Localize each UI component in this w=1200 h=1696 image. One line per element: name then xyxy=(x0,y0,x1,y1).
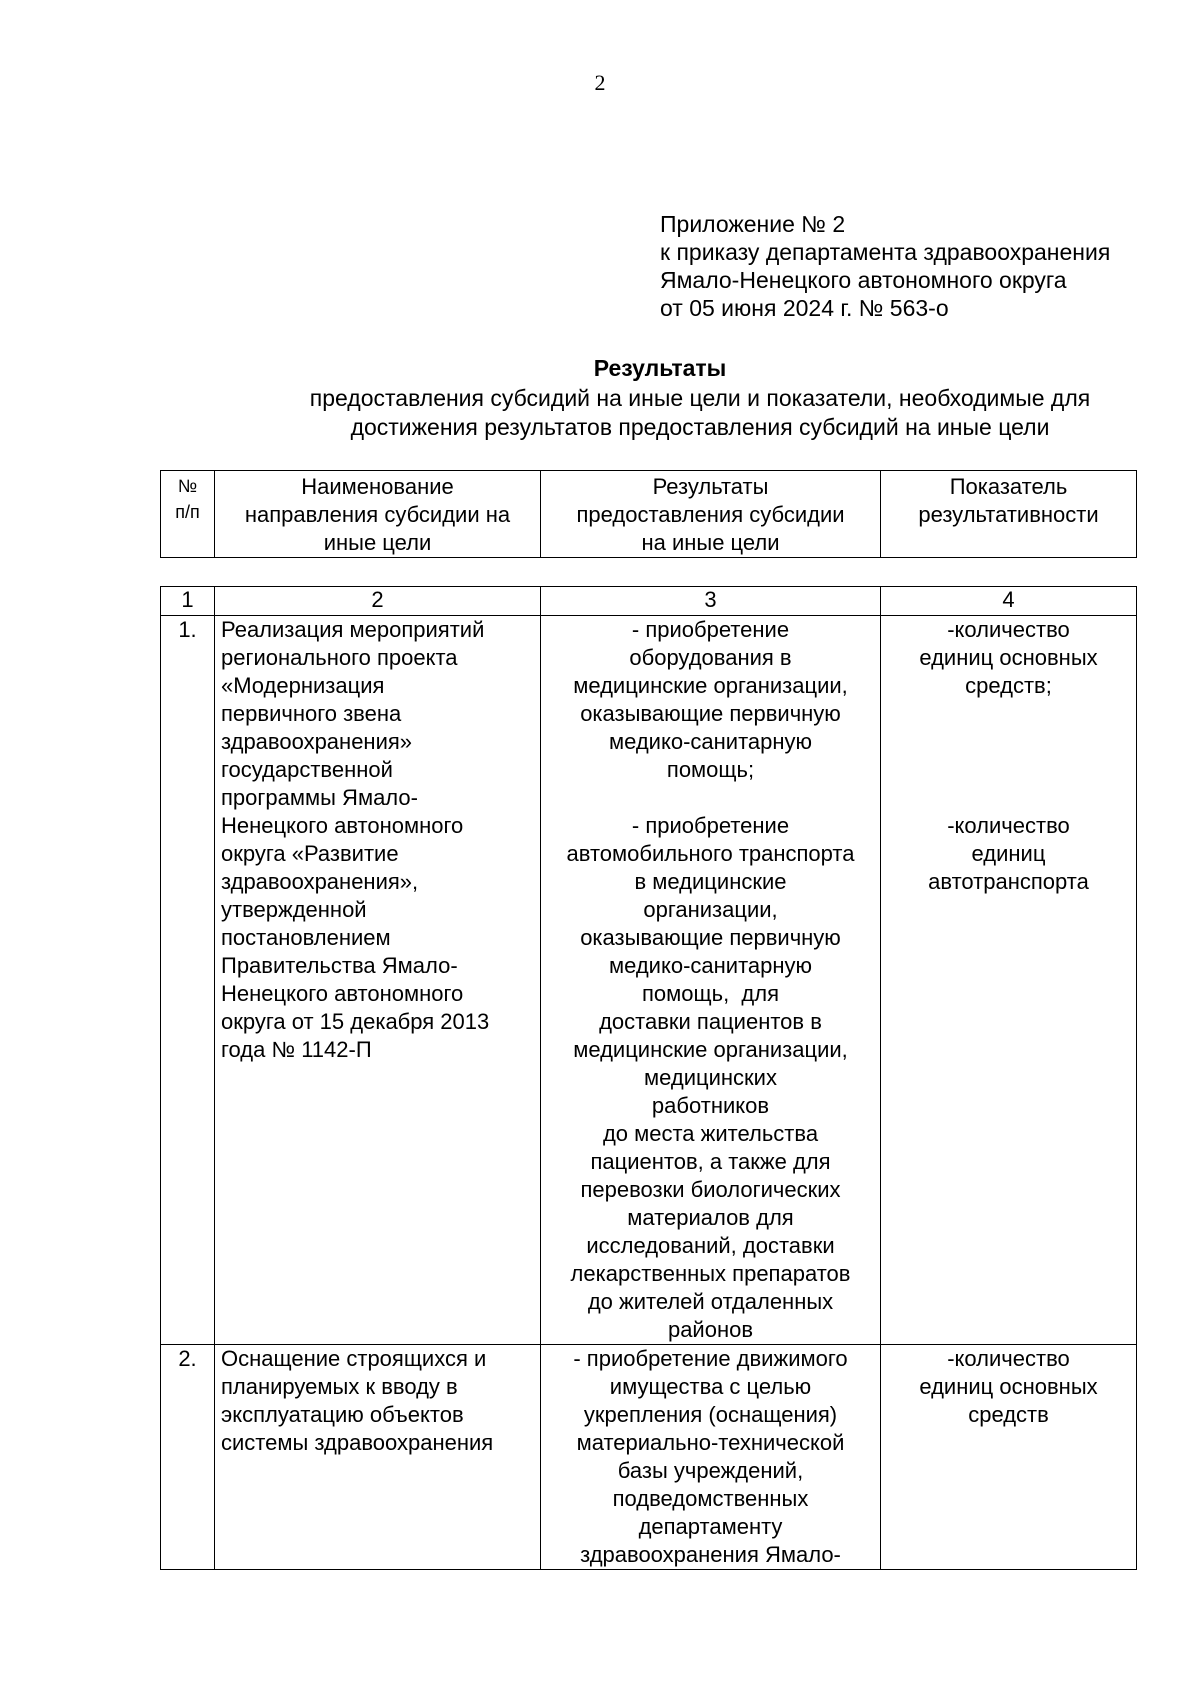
header-text: результативности xyxy=(918,502,1099,527)
cell-line: -количество xyxy=(947,1346,1070,1371)
paragraph-gap xyxy=(887,700,1130,728)
cell-line: регионального проекта xyxy=(221,645,458,670)
cell-line: - приобретение xyxy=(631,813,790,838)
cell-line: оборудования в xyxy=(629,645,792,670)
cell-line: медицинских xyxy=(644,1065,777,1090)
header-text: № xyxy=(177,476,198,496)
cell-line: медицинские организации, xyxy=(573,1037,848,1062)
cell-line: исследований, доставки xyxy=(586,1233,835,1258)
cell-line: округа «Развитие xyxy=(221,841,399,866)
cell-line: округа от 15 декабря 2013 xyxy=(221,1009,490,1034)
cell-line: Ненецкого автономного xyxy=(221,981,464,1006)
appendix-line: от 05 июня 2024 г. № 563-о xyxy=(660,295,949,321)
cell-line: материально-технической xyxy=(576,1430,845,1455)
cell-line: года № 1142-П xyxy=(221,1037,372,1062)
cell-line: государственной xyxy=(221,757,393,782)
row-number: 1. xyxy=(161,616,215,1345)
cell-line: лекарственных препаратов xyxy=(570,1261,851,1286)
page-number: 2 xyxy=(594,70,606,95)
header-cell-indicator xyxy=(881,471,1137,558)
cell-line: департаменту xyxy=(638,1514,783,1539)
header-cell-results xyxy=(541,471,881,558)
results-cell xyxy=(541,616,881,1345)
cell-line: районов xyxy=(667,1317,754,1342)
table-row xyxy=(161,616,1137,1345)
appendix-line: Приложение № 2 xyxy=(660,211,846,237)
document-subtitle xyxy=(240,384,1160,442)
header-cell-num xyxy=(161,471,215,558)
cell-line: единиц основных xyxy=(919,1374,1098,1399)
cell-line: средств xyxy=(968,1402,1049,1427)
cell-line: автотранспорта xyxy=(928,869,1089,894)
paragraph-gap xyxy=(547,784,874,812)
cell-line: единиц основных xyxy=(919,645,1098,670)
column-number: 2 xyxy=(215,587,541,616)
appendix-reference xyxy=(660,210,1180,322)
cell-line: Ненецкого автономного xyxy=(221,813,464,838)
cell-line: до жителей отдаленных xyxy=(587,1289,834,1314)
cell-line: автомобильного транспорта xyxy=(566,841,855,866)
results-cell xyxy=(541,1345,881,1570)
appendix-line: к приказу департамента здравоохранения xyxy=(660,239,1111,265)
header-table xyxy=(160,470,1137,558)
header-text: Наименование xyxy=(301,474,454,499)
cell-line: «Модернизация xyxy=(221,673,385,698)
cell-line: утвержденной xyxy=(221,897,367,922)
column-number-row xyxy=(161,587,1137,616)
cell-line: планируемых к вводу в xyxy=(221,1374,458,1399)
paragraph-gap xyxy=(887,728,1130,756)
cell-line: укрепления (оснащения) xyxy=(583,1402,838,1427)
cell-line: оказывающие первичную xyxy=(580,701,841,726)
results-table xyxy=(160,586,1137,1570)
paragraph-gap xyxy=(887,784,1130,812)
cell-line: постановлением xyxy=(221,925,391,950)
cell-line: помощь, для xyxy=(642,981,779,1006)
cell-line: медико-санитарную xyxy=(608,953,813,978)
cell-line: здравоохранения Ямало- xyxy=(580,1542,841,1567)
cell-line: оказывающие первичную xyxy=(580,925,841,950)
header-text: направления субсидии на xyxy=(244,502,511,527)
header-text: предоставления субсидии xyxy=(576,502,845,527)
cell-line: эксплуатацию объектов xyxy=(221,1402,464,1427)
header-text: Результаты xyxy=(652,474,769,499)
cell-line: доставки пациентов в xyxy=(599,1009,822,1034)
cell-line: подведомственных xyxy=(612,1486,809,1511)
direction-name-cell xyxy=(215,1345,541,1570)
cell-line: программы Ямало- xyxy=(221,785,418,810)
cell-line: Оснащение строящихся и xyxy=(221,1346,487,1371)
cell-line: здравоохранения» xyxy=(221,729,413,754)
cell-line: в медицинские xyxy=(634,869,787,894)
header-text: иные цели xyxy=(323,530,432,555)
subtitle-line: достижения результатов предоставления субсидий на иные цели xyxy=(350,414,1050,440)
column-number: 1 xyxy=(161,587,215,616)
paragraph-gap xyxy=(887,756,1130,784)
cell-line: имущества с целью xyxy=(609,1374,812,1399)
cell-line: -количество xyxy=(947,617,1070,642)
cell-line: перевозки биологических xyxy=(580,1177,841,1202)
row-number: 2. xyxy=(161,1345,215,1570)
subtitle-line: предоставления субсидий на иные цели и показатели, необходимые для xyxy=(309,385,1091,411)
table-row xyxy=(161,1345,1137,1570)
header-text: на иные цели xyxy=(641,530,780,555)
cell-line: -количество xyxy=(947,813,1070,838)
indicator-cell xyxy=(881,1345,1137,1570)
cell-line: материалов для xyxy=(627,1205,794,1230)
cell-line: организации, xyxy=(643,897,778,922)
cell-line: единиц xyxy=(971,841,1046,866)
appendix-line: Ямало-Ненецкого автономного округа xyxy=(660,267,1067,293)
header-row xyxy=(161,471,1137,558)
cell-line: здравоохранения», xyxy=(221,869,419,894)
header-text: п/п xyxy=(175,502,200,522)
cell-line: помощь; xyxy=(666,757,755,782)
cell-line: медицинские организации, xyxy=(573,673,848,698)
indicator-cell xyxy=(881,616,1137,1345)
cell-line: системы здравоохранения xyxy=(221,1430,494,1455)
header-cell-name xyxy=(215,471,541,558)
direction-name-cell xyxy=(215,616,541,1345)
column-number: 4 xyxy=(881,587,1137,616)
document-title: Результаты xyxy=(593,355,727,381)
cell-line: - приобретение движимого xyxy=(573,1346,848,1371)
cell-line: работников xyxy=(651,1093,770,1118)
column-number: 3 xyxy=(541,587,881,616)
cell-line: - приобретение xyxy=(631,617,790,642)
cell-line: пациентов, а также для xyxy=(590,1149,831,1174)
cell-line: медико-санитарную xyxy=(608,729,813,754)
cell-line: Правительства Ямало- xyxy=(221,953,458,978)
cell-line: базы учреждений, xyxy=(617,1458,804,1483)
header-text: Показатель xyxy=(949,474,1068,499)
cell-line: средств; xyxy=(965,673,1052,698)
cell-line: первичного звена xyxy=(221,701,402,726)
cell-line: до места жительства xyxy=(602,1121,819,1146)
cell-line: Реализация мероприятий xyxy=(221,617,485,642)
